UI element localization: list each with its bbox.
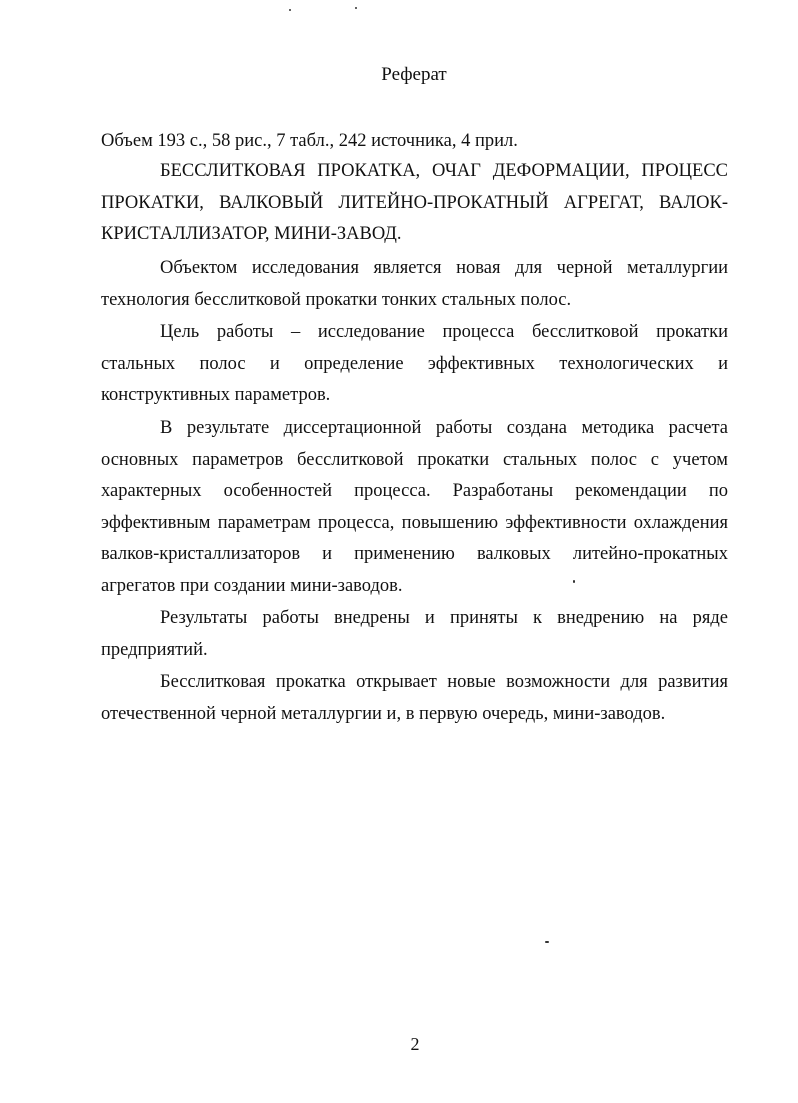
scan-speck [355, 7, 357, 9]
scan-speck [289, 9, 291, 11]
scan-speck [545, 941, 549, 943]
page-number: 2 [410, 1034, 420, 1054]
volume-line: Объем 193 с., 58 рис., 7 табл., 242 источника, 4 прил. [101, 131, 518, 151]
result-paragraph: В результате диссертационной работы создана методика расчета основных параметров бесслитковой прокатки стальных полос с учетом характерных особенностей процесса. Разработаны рекомендации по эффективным параметрам процесса, повышению эффективности охлаждения валков-кристаллизаторов и применению валковых литейно-прокатных агрегатов при создании мини-заводов. [101, 418, 728, 596]
keywords-paragraph: БЕССЛИТКОВАЯ ПРОКАТКА, ОЧАГ ДЕФОРМАЦИИ, ПРОЦЕСС ПРОКАТКИ, ВАЛКОВЫЙ ЛИТЕЙНО-ПРОКАТНЫЙ АГРЕГАТ, ВАЛОК-КРИСТАЛЛИЗАТОР, МИНИ-ЗАВОД. [101, 161, 728, 244]
outlook-paragraph: Бесслитковая прокатка открывает новые возможности для развития отечественной черной металлургии и, в первую очередь, мини-заводов. [101, 672, 728, 724]
goal-paragraph: Цель работы – исследование процесса бесслитковой прокатки стальных полос и определение эффективных технологических и конструктивных параметров. [101, 322, 728, 405]
document-title: Реферат [381, 64, 447, 85]
object-paragraph: Объектом исследования является новая для черной металлургии технология бесслитковой прокатки тонких стальных полос. [101, 258, 728, 310]
implementation-paragraph: Результаты работы внедрены и приняты к внедрению на ряде предприятий. [101, 608, 728, 660]
